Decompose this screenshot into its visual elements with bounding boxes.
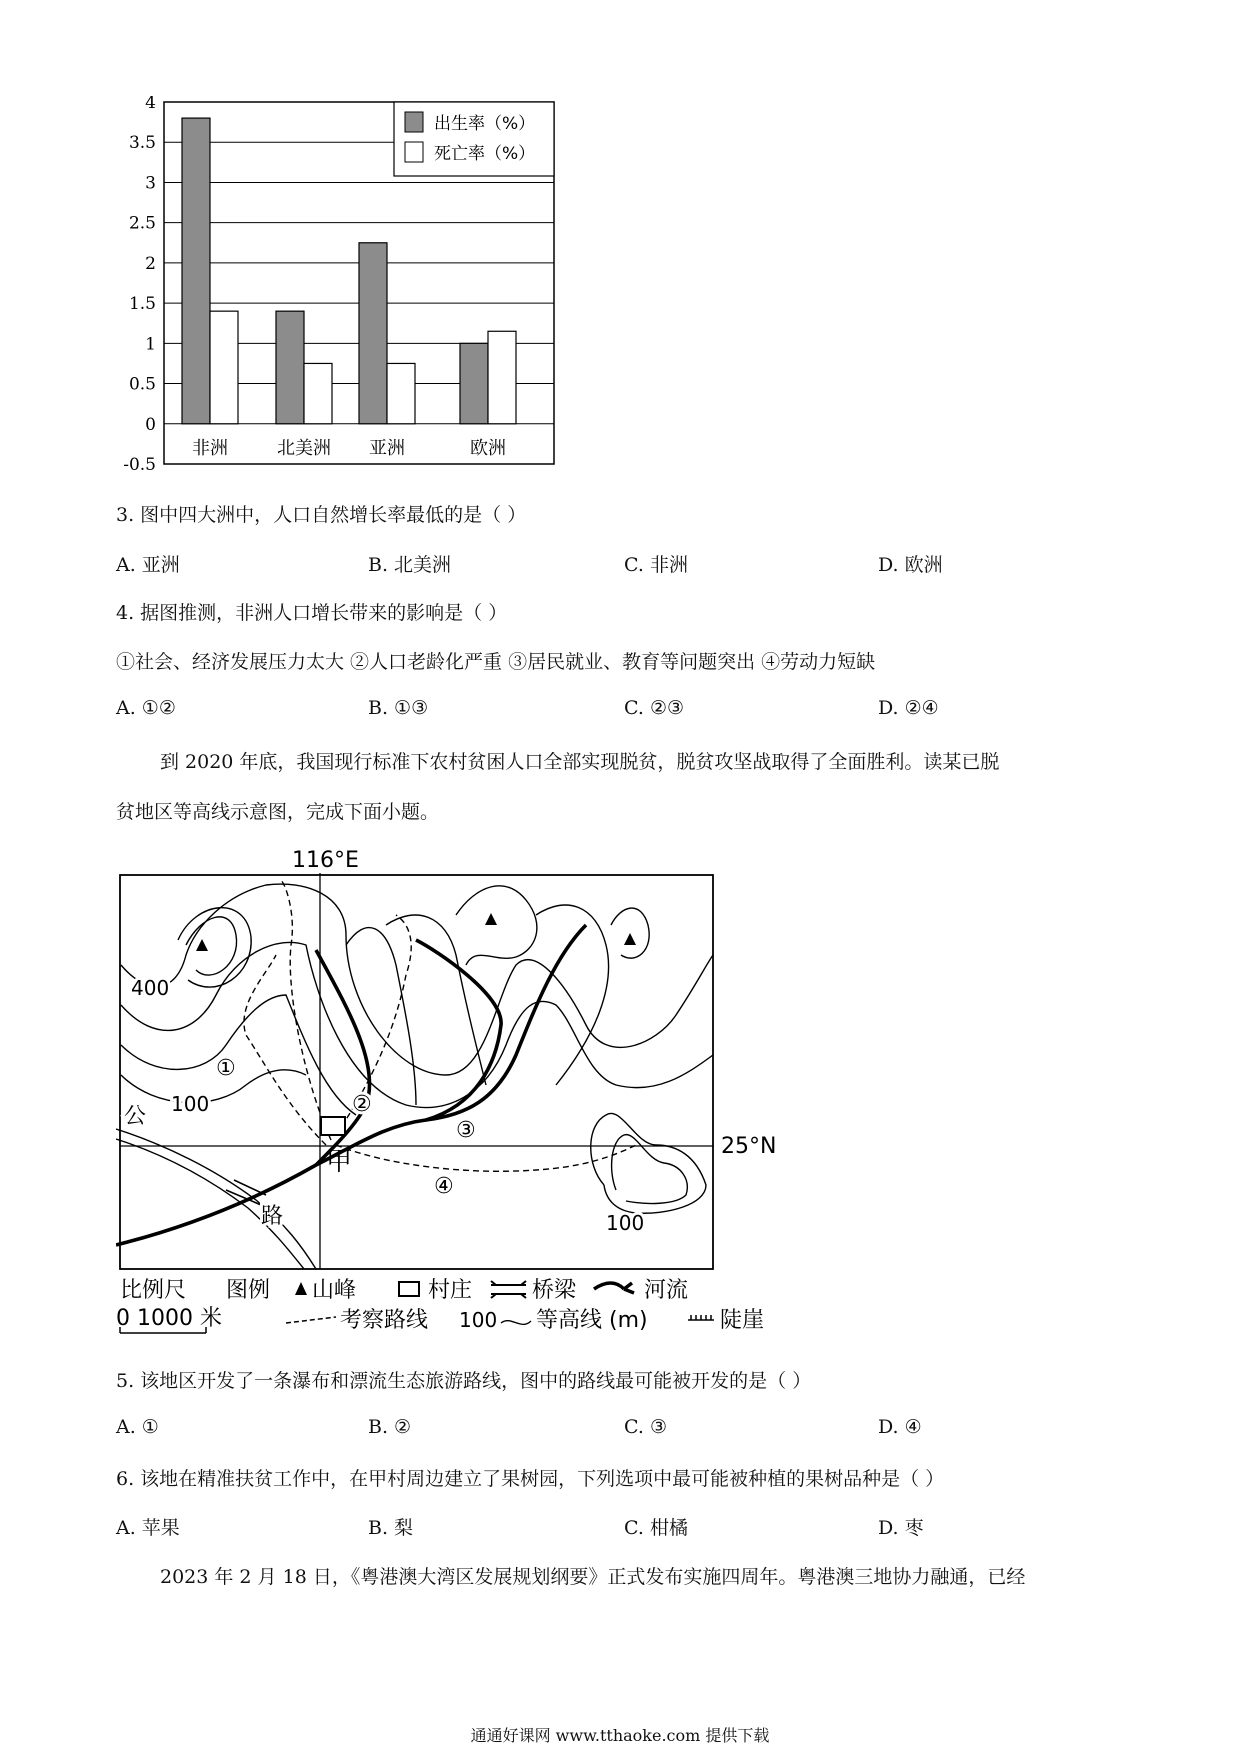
birth-death-rate-chart xyxy=(118,96,578,476)
legend-river: 河流 xyxy=(644,1278,689,1303)
q6-option-d[interactable]: D. 枣 xyxy=(878,1517,924,1539)
contour-label-100-west: 100 xyxy=(171,1092,210,1116)
legend-contour: 等高线 (m) xyxy=(536,1308,648,1333)
bar-birth xyxy=(276,311,304,424)
q4-option-c[interactable]: C. ②③ xyxy=(624,697,685,719)
y-tick-label: 0 xyxy=(145,414,156,435)
legend-label-death: 死亡率（%） xyxy=(434,144,536,164)
q5-option-a[interactable]: A. ① xyxy=(116,1416,159,1438)
legend-swatch-birth xyxy=(405,112,423,132)
route-label-3: ③ xyxy=(456,1118,476,1143)
bar-death xyxy=(488,331,516,424)
legend-peak-icon xyxy=(295,1282,307,1295)
q5-option-c[interactable]: C. ③ xyxy=(624,1416,667,1438)
q3-option-c[interactable]: C. 非洲 xyxy=(624,554,688,576)
q6-option-c[interactable]: C. 柑橘 xyxy=(624,1517,688,1539)
legend-label-birth: 出生率（%） xyxy=(434,114,536,134)
legend-cliff-icon xyxy=(688,1315,714,1320)
legend-scale-label: 比例尺 xyxy=(120,1278,187,1303)
y-tick-label: 1 xyxy=(145,334,156,355)
q5-option-d[interactable]: D. ④ xyxy=(878,1416,922,1438)
question-3-stem: 3. 图中四大洲中，人口自然增长率最低的是（ ） xyxy=(116,504,527,526)
road-label-1: 公 xyxy=(124,1104,147,1129)
question-4-stem: 4. 据图推测，非洲人口增长带来的影响是（ ） xyxy=(116,602,508,624)
route-label-4: ④ xyxy=(434,1174,454,1199)
q3-option-a[interactable]: A. 亚洲 xyxy=(116,554,180,576)
map-legend xyxy=(116,1278,764,1333)
legend-contour-number: 100 xyxy=(459,1308,498,1332)
route-label-1: ① xyxy=(216,1056,236,1081)
highway xyxy=(116,1129,316,1269)
y-tick-label: 2 xyxy=(145,253,156,274)
passage-1-line-2: 贫地区等高线示意图，完成下面小题。 xyxy=(116,801,440,823)
q6-option-a[interactable]: A. 苹果 xyxy=(116,1517,180,1539)
q4-option-a[interactable]: A. ①② xyxy=(116,697,176,719)
village-marker xyxy=(321,1117,345,1135)
y-tick-label: -0.5 xyxy=(123,455,156,475)
contour-label-400: 400 xyxy=(131,976,170,1000)
bar-death xyxy=(304,363,332,423)
q3-option-b[interactable]: B. 北美洲 xyxy=(368,554,452,576)
x-tick-label: 亚洲 xyxy=(369,438,405,459)
legend-route: 考察路线 xyxy=(340,1308,429,1333)
legend-village: 村庄 xyxy=(428,1278,473,1303)
bar-birth xyxy=(359,243,387,424)
y-tick-label: 0.5 xyxy=(128,374,156,395)
x-tick-label: 非洲 xyxy=(192,438,228,459)
legend-contour-icon xyxy=(501,1321,531,1325)
q5-option-b[interactable]: B. ② xyxy=(368,1416,412,1438)
chart-x-tick-labels xyxy=(192,438,506,459)
question-6-stem: 6. 该地在精准扶贫工作中，在甲村周边建立了果树园，下列选项中最可能被种植的果树品种是（ ） xyxy=(116,1468,945,1490)
y-tick-label: 4 xyxy=(145,96,156,113)
q3-option-d[interactable]: D. 欧洲 xyxy=(878,554,943,576)
latitude-label: 25°N xyxy=(721,1134,777,1159)
question-4-statements: ①社会、经济发展压力太大 ②人口老龄化严重 ③居民就业、教育等问题突出 ④劳动力短缺 xyxy=(116,651,876,673)
footer-source[interactable]: 通通好课网 www.tthaoke.com 提供下载 xyxy=(470,1726,770,1745)
bar-birth xyxy=(182,118,210,424)
passage-2-line-1: 2023 年 2 月 18 日，《粤港澳大湾区发展规划纲要》正式发布实施四周年。粤港澳三地协力融通，已经 xyxy=(160,1566,1026,1588)
contour-label-100-east: 100 xyxy=(606,1211,645,1235)
x-tick-label: 北美洲 xyxy=(277,438,331,459)
y-tick-label: 1.5 xyxy=(128,294,156,315)
x-tick-label: 欧洲 xyxy=(470,438,506,459)
chart-legend xyxy=(394,102,554,176)
y-tick-label: 2.5 xyxy=(128,213,156,234)
legend-route-icon xyxy=(286,1317,336,1323)
legend-river-icon xyxy=(594,1283,634,1293)
y-tick-label: 3 xyxy=(145,173,156,194)
bar-birth xyxy=(460,343,488,423)
bar-death xyxy=(387,363,415,423)
chart-y-tick-labels xyxy=(123,96,156,475)
legend-bridge-icon xyxy=(491,1281,526,1298)
bar-death xyxy=(210,311,238,424)
y-tick-label: 3.5 xyxy=(128,133,156,154)
legend-cliff: 陡崖 xyxy=(720,1308,765,1333)
longitude-label: 116°E xyxy=(292,848,359,873)
legend-swatch-death xyxy=(405,142,423,162)
legend-village-icon xyxy=(399,1282,419,1296)
legend-title: 图例 xyxy=(226,1278,271,1303)
q4-option-d[interactable]: D. ②④ xyxy=(878,697,939,719)
road-label-2: 路 xyxy=(261,1204,284,1229)
q4-option-b[interactable]: B. ①③ xyxy=(368,697,429,719)
route-label-2: ② xyxy=(352,1092,372,1117)
contour-lines xyxy=(121,884,713,1213)
contour-map xyxy=(116,845,806,1335)
question-5-stem: 5. 该地区开发了一条瀑布和漂流生态旅游路线，图中的路线最可能被开发的是（ ） xyxy=(116,1370,812,1392)
passage-1-line-1: 到 2020 年底，我国现行标准下农村贫困人口全部实现脱贫，脱贫攻坚战取得了全面胜利。读某已脱 xyxy=(160,751,1000,773)
legend-scale-value: 0 1000 米 xyxy=(116,1306,222,1331)
legend-peak: 山峰 xyxy=(312,1278,357,1303)
survey-routes xyxy=(244,880,636,1171)
village-label: 甲 xyxy=(326,1147,353,1177)
q6-option-b[interactable]: B. 梨 xyxy=(368,1517,414,1539)
legend-bridge: 桥梁 xyxy=(532,1278,577,1303)
